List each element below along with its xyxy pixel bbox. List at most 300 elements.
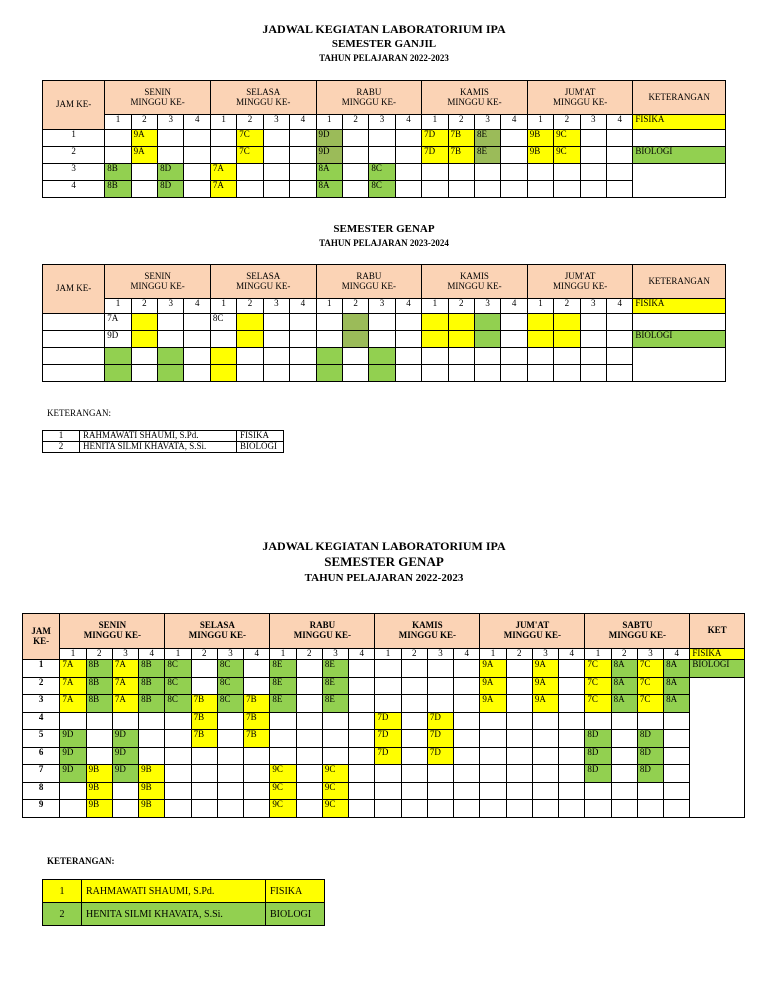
schedule-cell xyxy=(474,314,500,331)
schedule-cell: 8A xyxy=(316,164,342,181)
schedule-cell: 7C xyxy=(585,677,611,695)
schedule-cell xyxy=(454,765,480,783)
week-number: 2 xyxy=(506,649,532,660)
schedule-cell: 8C xyxy=(217,660,243,678)
week-number: 2 xyxy=(342,299,368,314)
week-number: 3 xyxy=(532,649,558,660)
schedule-cell xyxy=(60,712,86,730)
schedule-cell xyxy=(184,365,210,382)
week-number: 3 xyxy=(580,115,606,130)
schedule-cell xyxy=(322,712,348,730)
schedule-cell xyxy=(349,677,375,695)
schedule-cell: 9D xyxy=(112,730,138,748)
schedule-cell: 7B xyxy=(244,730,270,748)
week-number: 4 xyxy=(395,115,421,130)
schedule-cell xyxy=(664,712,690,730)
week-number: 2 xyxy=(131,115,157,130)
week-number: 2 xyxy=(401,649,427,660)
schedule-cell: 8C xyxy=(165,677,191,695)
schedule-cell xyxy=(527,314,553,331)
schedule-cell: 8C xyxy=(165,695,191,713)
legend-teacher: HENITA SILMI KHAVATA, S.Si. xyxy=(80,441,237,452)
schedule-cell xyxy=(559,782,585,800)
schedule-cell xyxy=(290,331,316,348)
schedule-cell xyxy=(480,712,506,730)
week-number: 2 xyxy=(342,115,368,130)
year-2: TAHUN PELAJARAN 2023-2024 xyxy=(319,238,449,248)
schedule-cell: 7D xyxy=(422,130,448,147)
schedule-cell xyxy=(401,677,427,695)
legend-teacher: RAHMAWATI SHAUMI, S.Pd. xyxy=(82,880,266,903)
schedule-cell xyxy=(448,181,474,198)
schedule-cell xyxy=(506,712,532,730)
schedule-cell: 7A xyxy=(112,695,138,713)
schedule-cell xyxy=(395,181,421,198)
schedule-cell xyxy=(395,130,421,147)
schedule-cell xyxy=(349,730,375,748)
schedule-cell: 9A xyxy=(532,695,558,713)
schedule-cell xyxy=(296,677,322,695)
schedule-cell xyxy=(296,660,322,678)
schedule-cell xyxy=(158,314,184,331)
schedule-cell xyxy=(244,765,270,783)
schedule-cell xyxy=(611,712,637,730)
schedule-cell xyxy=(401,765,427,783)
schedule-cell: 8B xyxy=(139,677,165,695)
schedule-cell: 8C xyxy=(165,660,191,678)
schedule-cell: 9A xyxy=(131,130,157,147)
schedule-cell xyxy=(86,730,112,748)
week-number: 3 xyxy=(474,115,500,130)
schedule-cell xyxy=(165,747,191,765)
schedule-cell: 8B xyxy=(139,660,165,678)
schedule-cell xyxy=(559,677,585,695)
week-number: 1 xyxy=(316,115,342,130)
schedule-cell xyxy=(217,765,243,783)
schedule-cell xyxy=(606,130,632,147)
schedule-cell xyxy=(611,730,637,748)
table-row xyxy=(43,164,726,181)
schedule-cell: 8A xyxy=(316,181,342,198)
schedule-cell xyxy=(349,660,375,678)
schedule-cell xyxy=(369,130,395,147)
schedule-cell xyxy=(105,365,131,382)
semester-1: SEMESTER GANJIL xyxy=(331,38,437,50)
schedule-cell: 9B xyxy=(527,147,553,164)
legend-number: 1 xyxy=(43,880,82,903)
schedule-cell xyxy=(474,331,500,348)
schedule-cell: 7A xyxy=(60,660,86,678)
week-number: 4 xyxy=(606,299,632,314)
table-row xyxy=(23,800,745,818)
schedule-cell xyxy=(480,765,506,783)
schedule-cell xyxy=(342,181,368,198)
schedule-cell xyxy=(454,695,480,713)
week-number: 3 xyxy=(369,115,395,130)
schedule-cell xyxy=(611,747,637,765)
schedule-cell: 7D xyxy=(422,147,448,164)
schedule-cell xyxy=(342,314,368,331)
schedule-cell xyxy=(263,181,289,198)
schedule-cell xyxy=(422,331,448,348)
schedule-cell xyxy=(448,314,474,331)
year-1: TAHUN PELAJARAN 2022-2023 xyxy=(319,53,449,63)
schedule-cell xyxy=(480,747,506,765)
schedule-cell xyxy=(559,747,585,765)
legend-number: 2 xyxy=(43,441,80,452)
schedule-cell xyxy=(131,181,157,198)
schedule-cell xyxy=(270,712,296,730)
day-header: KAMIS MINGGU KE- xyxy=(375,614,480,649)
legend-subject: FISIKA xyxy=(266,880,325,903)
schedule-cell: 8D xyxy=(637,747,663,765)
schedule-cell xyxy=(244,677,270,695)
table-row xyxy=(23,712,745,730)
schedule-cell xyxy=(606,314,632,331)
schedule-cell xyxy=(427,677,453,695)
schedule-cell xyxy=(244,660,270,678)
day-header: SELASA MINGGU KE- xyxy=(210,81,316,115)
schedule-cell: 7B xyxy=(244,712,270,730)
week-number: 4 xyxy=(139,649,165,660)
schedule-cell xyxy=(454,782,480,800)
schedule-cell: 9C xyxy=(322,765,348,783)
legend-row xyxy=(43,431,284,442)
schedule-cell xyxy=(401,660,427,678)
week-number: 4 xyxy=(290,115,316,130)
schedule-cell xyxy=(606,147,632,164)
schedule-cell: 8B xyxy=(139,695,165,713)
schedule-cell xyxy=(580,331,606,348)
jam-header: JAM KE- xyxy=(43,81,105,130)
week-number: 3 xyxy=(637,649,663,660)
jam-number: 8 xyxy=(23,782,60,800)
schedule-cell xyxy=(369,147,395,164)
schedule-cell xyxy=(427,782,453,800)
schedule-cell xyxy=(501,348,527,365)
schedule-cell xyxy=(401,730,427,748)
schedule-cell: 8E xyxy=(474,147,500,164)
schedule-cell: 7C xyxy=(585,695,611,713)
schedule-cell: 8D xyxy=(637,730,663,748)
jam-number: 9 xyxy=(23,800,60,818)
schedule-cell: 9D xyxy=(60,730,86,748)
schedule-cell: 9A xyxy=(480,677,506,695)
schedule-cell xyxy=(448,348,474,365)
schedule-cell xyxy=(501,314,527,331)
schedule-cell xyxy=(105,348,131,365)
keterangan-cell: FISIKA xyxy=(633,115,726,130)
schedule-cell xyxy=(237,365,263,382)
jam-number xyxy=(43,365,105,382)
schedule-cell: 9D xyxy=(316,130,342,147)
schedule-cell xyxy=(263,147,289,164)
schedule-cell xyxy=(184,130,210,147)
schedule-cell xyxy=(637,712,663,730)
schedule-cell: 9A xyxy=(480,695,506,713)
jam-number: 4 xyxy=(23,712,60,730)
schedule-cell xyxy=(290,181,316,198)
schedule-cell xyxy=(422,365,448,382)
table-row xyxy=(23,695,745,713)
week-number: 3 xyxy=(369,299,395,314)
schedule-cell xyxy=(554,331,580,348)
schedule-cell xyxy=(454,712,480,730)
schedule-cell xyxy=(191,747,217,765)
schedule-cell xyxy=(342,331,368,348)
schedule-cell xyxy=(422,348,448,365)
week-number: 4 xyxy=(395,299,421,314)
schedule-cell: 9C xyxy=(554,147,580,164)
schedule-cell: 9D xyxy=(60,765,86,783)
schedule-cell: 8D xyxy=(637,765,663,783)
schedule-cell: 9C xyxy=(322,800,348,818)
legend-table-1 xyxy=(42,430,284,453)
schedule-cell xyxy=(158,365,184,382)
day-header: SENIN MINGGU KE- xyxy=(60,614,165,649)
schedule-cell xyxy=(532,730,558,748)
day-header: RABU MINGGU KE- xyxy=(316,265,422,299)
schedule-cell xyxy=(210,348,236,365)
week-number: 4 xyxy=(559,649,585,660)
schedule-cell xyxy=(296,712,322,730)
schedule-cell: 9B xyxy=(527,130,553,147)
schedule-cell xyxy=(316,348,342,365)
jam-number xyxy=(43,331,105,348)
week-number: 3 xyxy=(322,649,348,660)
schedule-cell: 8E xyxy=(322,677,348,695)
week-number: 4 xyxy=(349,649,375,660)
schedule-cell xyxy=(422,181,448,198)
schedule-cell xyxy=(637,782,663,800)
schedule-cell xyxy=(165,782,191,800)
week-number: 1 xyxy=(585,649,611,660)
week-number: 4 xyxy=(664,649,690,660)
week-number: 3 xyxy=(112,649,138,660)
schedule-cell xyxy=(580,164,606,181)
schedule-cell xyxy=(369,348,395,365)
title-1: JADWAL KEGIATAN LABORATORIUM IPA xyxy=(262,22,506,36)
table-row xyxy=(23,747,745,765)
semester-3: SEMESTER GENAP xyxy=(324,554,444,569)
schedule-cell xyxy=(342,130,368,147)
legend-subject: BIOLOGI xyxy=(266,903,325,926)
jam-number: 1 xyxy=(23,660,60,678)
schedule-cell xyxy=(580,365,606,382)
schedule-cell xyxy=(427,800,453,818)
schedule-table-ganjil xyxy=(42,80,726,198)
schedule-cell: 8B xyxy=(86,695,112,713)
schedule-cell xyxy=(395,331,421,348)
table-row xyxy=(23,660,745,678)
schedule-cell xyxy=(637,800,663,818)
schedule-cell xyxy=(237,314,263,331)
schedule-table-genap-2022 xyxy=(22,613,745,818)
schedule-cell xyxy=(217,782,243,800)
keterangan-cell: FISIKA xyxy=(690,649,745,660)
schedule-cell: 9B xyxy=(139,765,165,783)
schedule-cell xyxy=(263,348,289,365)
schedule-cell xyxy=(184,181,210,198)
schedule-cell: 9B xyxy=(86,765,112,783)
schedule-cell xyxy=(217,712,243,730)
schedule-cell: 8E xyxy=(322,695,348,713)
schedule-cell: 9A xyxy=(532,677,558,695)
schedule-cell: 9C xyxy=(322,782,348,800)
schedule-cell xyxy=(165,800,191,818)
schedule-cell xyxy=(559,695,585,713)
schedule-cell xyxy=(296,782,322,800)
schedule-cell xyxy=(480,782,506,800)
schedule-cell xyxy=(480,800,506,818)
schedule-cell xyxy=(422,314,448,331)
legend-subject: FISIKA xyxy=(237,431,284,442)
schedule-cell: 7D xyxy=(427,712,453,730)
schedule-cell: 7C xyxy=(637,677,663,695)
schedule-cell xyxy=(237,331,263,348)
week-number: 1 xyxy=(375,649,401,660)
schedule-cell xyxy=(401,695,427,713)
schedule-cell xyxy=(210,365,236,382)
table-row xyxy=(23,677,745,695)
schedule-cell: 8A xyxy=(611,660,637,678)
schedule-cell xyxy=(454,800,480,818)
schedule-cell: 8E xyxy=(270,695,296,713)
jam-number: 4 xyxy=(43,181,105,198)
schedule-cell xyxy=(427,695,453,713)
schedule-cell: 9C xyxy=(270,782,296,800)
schedule-cell xyxy=(131,331,157,348)
week-number: 2 xyxy=(448,115,474,130)
schedule-cell: 8A xyxy=(664,660,690,678)
schedule-cell xyxy=(664,765,690,783)
table-row xyxy=(43,130,726,147)
schedule-cell xyxy=(244,800,270,818)
schedule-cell xyxy=(131,314,157,331)
week-number: 3 xyxy=(158,299,184,314)
schedule-cell xyxy=(165,712,191,730)
schedule-cell xyxy=(474,348,500,365)
schedule-cell xyxy=(296,747,322,765)
schedule-cell xyxy=(349,782,375,800)
schedule-cell xyxy=(158,147,184,164)
schedule-cell xyxy=(606,331,632,348)
schedule-cell xyxy=(342,147,368,164)
week-number: 3 xyxy=(580,299,606,314)
schedule-cell xyxy=(554,365,580,382)
schedule-cell: 8C xyxy=(217,695,243,713)
week-number: 2 xyxy=(448,299,474,314)
schedule-cell xyxy=(290,164,316,181)
schedule-cell xyxy=(290,147,316,164)
schedule-cell: 9B xyxy=(86,782,112,800)
legend-teacher: RAHMAWATI SHAUMI, S.Pd. xyxy=(80,431,237,442)
schedule-cell: 7C xyxy=(637,660,663,678)
schedule-cell: 7B xyxy=(448,147,474,164)
schedule-cell xyxy=(60,800,86,818)
schedule-cell: 7B xyxy=(191,730,217,748)
schedule-cell xyxy=(217,730,243,748)
week-number: 1 xyxy=(270,649,296,660)
week-number: 1 xyxy=(165,649,191,660)
legend-label-1: KETERANGAN: xyxy=(47,408,111,418)
schedule-cell: 8B xyxy=(105,181,131,198)
schedule-cell: 9A xyxy=(131,147,157,164)
schedule-cell xyxy=(375,695,401,713)
week-number: 1 xyxy=(210,115,236,130)
schedule-cell: 9B xyxy=(139,782,165,800)
schedule-cell xyxy=(611,782,637,800)
jam-number: 3 xyxy=(23,695,60,713)
schedule-cell: 9C xyxy=(270,800,296,818)
schedule-cell: 9D xyxy=(112,747,138,765)
schedule-cell xyxy=(139,712,165,730)
week-number: 2 xyxy=(296,649,322,660)
schedule-cell xyxy=(165,730,191,748)
schedule-cell xyxy=(606,164,632,181)
schedule-cell xyxy=(559,712,585,730)
schedule-cell: 9B xyxy=(86,800,112,818)
schedule-cell: 8C xyxy=(210,314,236,331)
schedule-cell xyxy=(342,348,368,365)
week-number: 1 xyxy=(60,649,86,660)
schedule-cell xyxy=(237,181,263,198)
schedule-cell xyxy=(395,314,421,331)
schedule-cell xyxy=(501,147,527,164)
jam-number: 1 xyxy=(43,130,105,147)
schedule-cell: 7C xyxy=(237,147,263,164)
schedule-cell xyxy=(532,712,558,730)
schedule-cell xyxy=(606,348,632,365)
day-header: SABTU MINGGU KE- xyxy=(585,614,690,649)
schedule-cell xyxy=(131,365,157,382)
schedule-cell: 7C xyxy=(637,695,663,713)
schedule-cell: 8C xyxy=(369,164,395,181)
schedule-cell: 8B xyxy=(86,660,112,678)
schedule-cell: 7D xyxy=(375,730,401,748)
schedule-cell: 7A xyxy=(60,677,86,695)
schedule-cell xyxy=(184,314,210,331)
schedule-cell: 8B xyxy=(105,164,131,181)
schedule-cell xyxy=(395,365,421,382)
table-row xyxy=(23,782,745,800)
schedule-cell: 8D xyxy=(158,181,184,198)
schedule-cell xyxy=(244,747,270,765)
week-number: 4 xyxy=(184,299,210,314)
keterangan-cell: BIOLOGI xyxy=(690,660,745,678)
schedule-cell xyxy=(506,782,532,800)
schedule-cell xyxy=(316,314,342,331)
schedule-cell xyxy=(559,730,585,748)
schedule-cell xyxy=(554,348,580,365)
schedule-cell xyxy=(316,331,342,348)
table-row xyxy=(43,314,726,331)
schedule-cell xyxy=(263,130,289,147)
day-header: KAMIS MINGGU KE- xyxy=(422,81,528,115)
schedule-cell xyxy=(559,660,585,678)
table-row xyxy=(43,181,726,198)
schedule-cell xyxy=(263,331,289,348)
schedule-cell: 8A xyxy=(664,695,690,713)
week-number: 2 xyxy=(191,649,217,660)
schedule-cell: 7A xyxy=(112,677,138,695)
schedule-cell: 9C xyxy=(270,765,296,783)
schedule-table-genap-2023 xyxy=(42,264,726,382)
schedule-cell xyxy=(290,314,316,331)
week-number: 4 xyxy=(244,649,270,660)
schedule-cell xyxy=(501,331,527,348)
schedule-cell xyxy=(349,712,375,730)
